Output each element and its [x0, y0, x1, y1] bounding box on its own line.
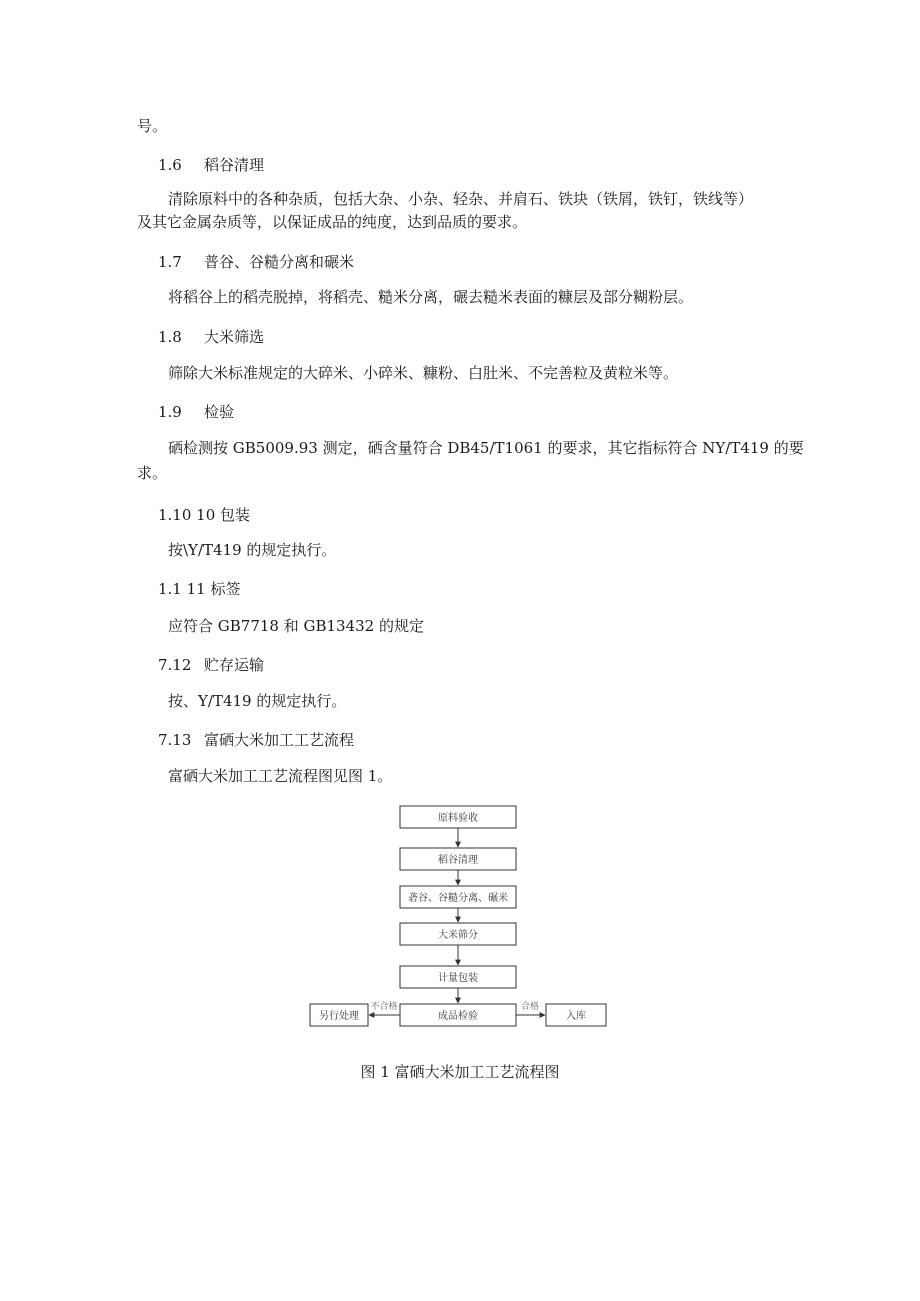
- paragraph-1-6-line2: 及其它金属杂质等，以保证成品的纯度，达到品质的要求。: [137, 213, 528, 231]
- flow-label: 大米筛分: [438, 930, 478, 941]
- section-title: 贮存运输: [204, 656, 265, 674]
- section-heading-7-13: [158, 730, 354, 750]
- section-number: 1.9: [158, 403, 182, 421]
- edge-label-accept: 合格: [520, 1002, 540, 1012]
- process-flowchart: [300, 798, 620, 1034]
- section-number: 7.13: [158, 731, 192, 749]
- flow-label: 另行处理: [319, 1011, 359, 1022]
- section-heading-1-9: [158, 402, 234, 422]
- flow-label: 原料验收: [438, 813, 478, 824]
- section-number: 1.8: [158, 328, 182, 346]
- flow-label: 计量包装: [438, 973, 478, 984]
- flow-label: 入库: [566, 1011, 586, 1022]
- edge-label-reject: 不合格: [370, 1002, 398, 1012]
- section-title: 富硒大米加工工艺流程: [204, 731, 355, 749]
- section-title: 稻谷清理: [204, 156, 265, 174]
- flow-label: 稻谷清理: [438, 855, 478, 866]
- section-title: 大米筛选: [204, 328, 265, 346]
- section-heading-1-10: 1.10 10 包装: [158, 506, 251, 524]
- paragraph-1-8: 筛除大米标准规定的大碎米、小碎米、糠粉、白肚米、不完善粒及黄粒米等。: [168, 364, 679, 382]
- section-number: 1.6: [158, 156, 182, 174]
- section-heading-7-12: [158, 655, 264, 675]
- section-number: 7.12: [158, 656, 192, 674]
- section-number: 1.7: [158, 253, 182, 271]
- section-heading-1-11: 1.1 11 标签: [158, 580, 241, 598]
- figure-caption: 图 1 富硒大米加工工艺流程图: [360, 1063, 560, 1081]
- paragraph-1-11: 应符合 GB7718 和 GB13432 的规定: [168, 617, 424, 635]
- section-heading-1-7: [158, 252, 354, 272]
- paragraph-1-7: 将稻谷上的稻壳脱掉，将稻壳、糙米分离，碾去糙米表面的糠层及部分糊粉层。: [168, 288, 694, 306]
- continued-text: 号。: [137, 117, 168, 135]
- paragraph-1-9-line2: 求。: [137, 464, 168, 482]
- paragraph-7-12: 按、Y/T419 的规定执行。: [168, 692, 347, 710]
- paragraph-1-9-line1: 硒检测按 GB5009.93 测定，硒含量符合 DB45/T1061 的要求，其它指标符合 NY/T419 的要: [168, 439, 804, 457]
- flow-label: 成品检验: [438, 1011, 478, 1022]
- section-title: 检验: [204, 403, 235, 421]
- section-heading-1-6: [158, 155, 264, 175]
- paragraph-7-13: 富硒大米加工工艺流程图见图 1。: [168, 767, 393, 785]
- flow-label: 砻谷、谷糙分离、碾米: [408, 893, 508, 904]
- section-title: 普谷、谷糙分离和碾米: [204, 253, 355, 271]
- paragraph-1-6-line1: 清除原料中的各种杂质，包括大杂、小杂、轻杂、并肩石、铁块（铁屑，铁钉，铁线等）: [168, 190, 754, 208]
- paragraph-1-10: 按\Y/T419 的规定执行。: [168, 541, 337, 559]
- section-heading-1-8: [158, 327, 264, 347]
